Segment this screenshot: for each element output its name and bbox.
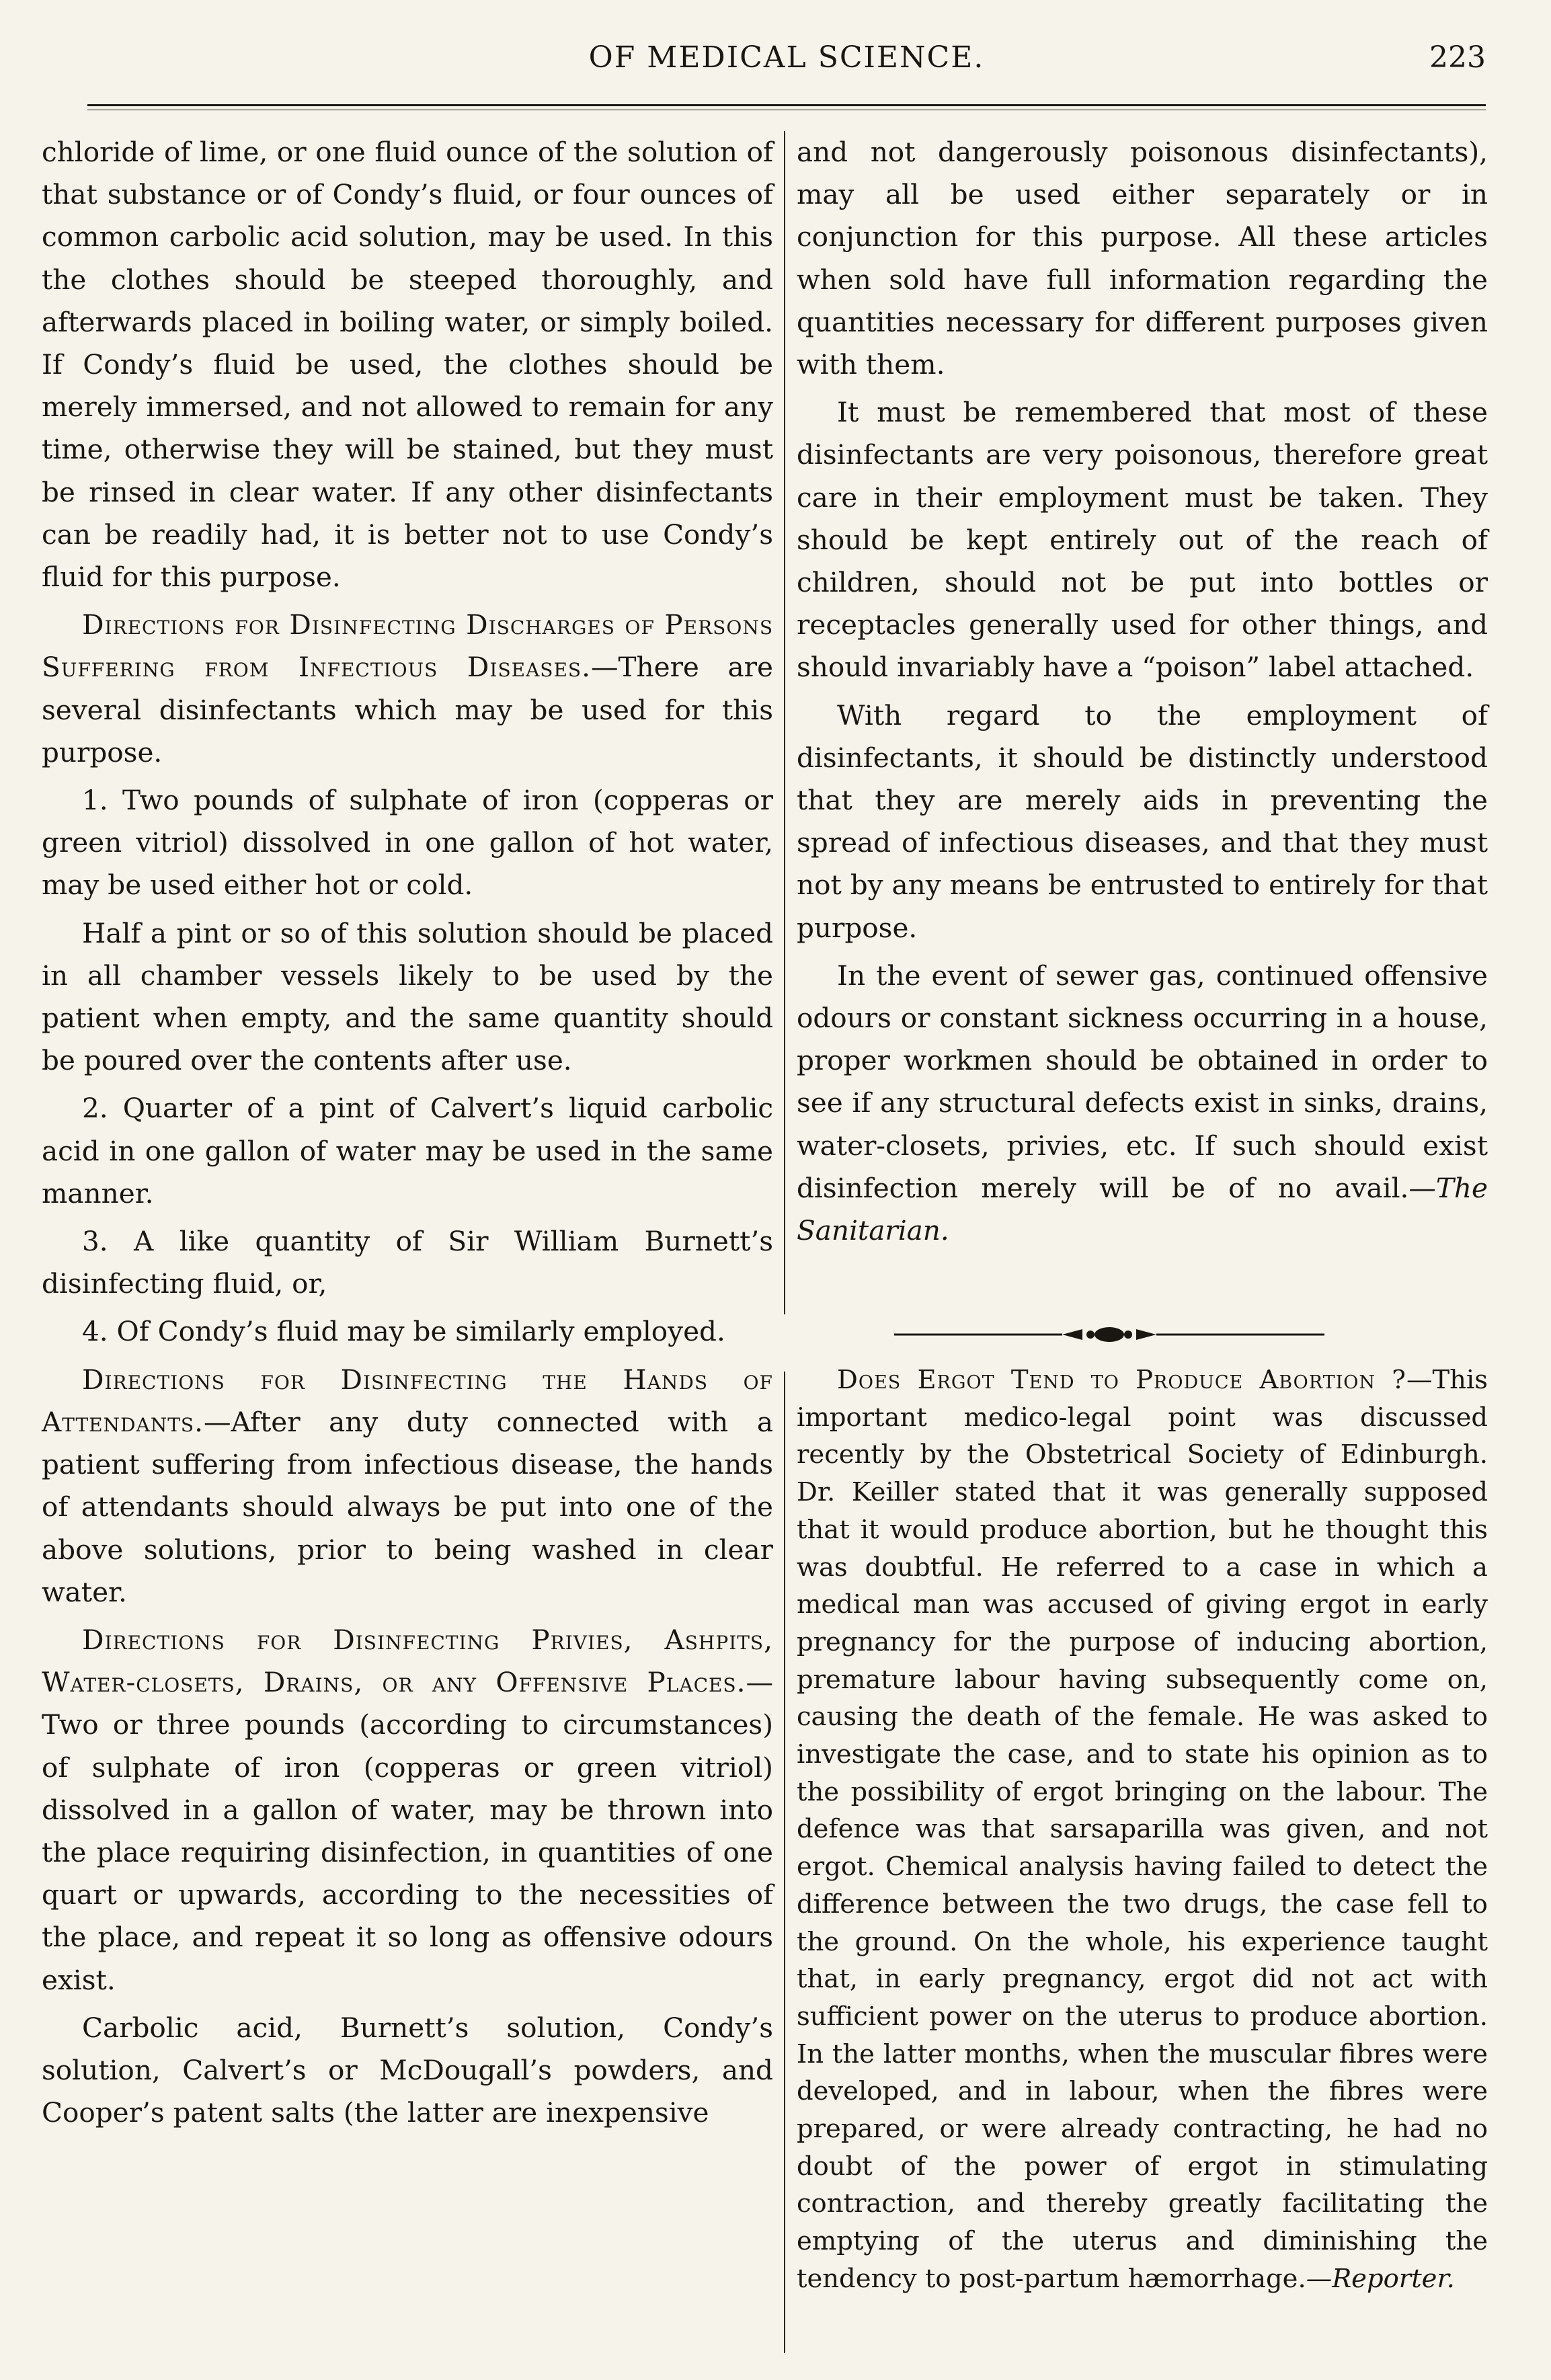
section-text-discharges: —There are several disinfectants which may be used for this purpose. xyxy=(42,651,773,768)
section-text-hands: —After any duty connected with a patient suffering from infectious disease, the hands of attendants should always be put into one of the above solutions, prior to being washed in clear water. xyxy=(42,1405,773,1608)
paragraph-disinfectants: and not dangerously poisonous disinfectants), may all be used either separately or in conjunction for this purpose. All these articles when sold have full information regarding the quantities necessary for different purposes given with them. xyxy=(797,136,1488,381)
list-item-2: 2. Quarter of a pint of Calvert’s liquid carbolic acid in one gallon of water may be used in the same manner. xyxy=(42,1092,773,1209)
source-sanitarian: —The Sanitarian. xyxy=(797,1171,1488,1247)
ergot-paragraph xyxy=(797,1361,1488,2298)
list-item-3: 3. A like quantity of Sir William Burnett’s disinfecting fluid, or, xyxy=(42,1225,773,1300)
page-number: 223 xyxy=(1429,40,1486,75)
ergot-text: —This important medico-legal point was discussed recently by the Obstetrical Society of Edinburgh. Dr. Keiller stated that it was generally supposed that it would produce abortion, but he thought this was doubtful. He referred to a case in which a medical man was accused of giving ergot in early pregnancy for the purpose of inducing abortion, premature labour having subsequently come on, causing the death of the female. He was asked to investigate the case, and to state his opinion as to the possibility of ergot bringing on the labour. The defence was that sarsaparilla was given, and not ergot. Chemical analysis having failed to detect the difference between the two drugs, the case fell to the ground. On the whole, his experience taught that, in early pregnancy, ergot did not act with sufficient power on the uterus to produce abortion. In the latter months, when the muscular fibres were developed, and in labour, when the fibres were prepared, or were already contracting, he had no doubt of the power of ergot in stimulating contraction, and thereby greatly facilitating the emptying of the uterus and diminishing the tendency to post-partum hæmorrhage. xyxy=(797,1365,1488,2294)
source-reporter: —Reporter. xyxy=(1306,2263,1455,2294)
header-rule xyxy=(87,104,1486,110)
column-divider-lower xyxy=(784,1372,785,2353)
left-column xyxy=(42,131,773,2134)
section-discharges xyxy=(42,604,773,774)
right-column xyxy=(797,131,1488,1252)
paragraph-clothes: chloride of lime, or one fluid ounce of the solution of that substance or of Condy’s fluid, or four ounces of common carbolic acid solution, may be used. In this the clothes should be steeped thoroughly, and afterwards placed in boiling water, or simply boiled. If Condy’s fluid be used, the clothes should be merely immersed, and not allowed to remain for any time, otherwise they will be stained, but they must be rinsed in clear water. If any other disinfectants can be readily had, it is better not to use Condy’s fluid for this purpose. xyxy=(42,136,773,594)
paragraph-aids: With regard to the employment of disinfectants, it should be distinctly understood that they are merely aids in preventing the spread of infectious diseases, and that they must not by any means be entrusted to entirely for that purpose. xyxy=(797,699,1488,944)
running-head: OF MEDICAL SCIENCE. xyxy=(588,40,985,75)
article-ergot xyxy=(797,1361,1488,2298)
list-item-4: 4. Of Condy’s fluid may be similarly employed. xyxy=(82,1315,725,1348)
section-text-privies: —Two or three pounds (according to circumstances) of sulphate of iron (copperas or green vitriol) dissolved in a gallon of water, may be thrown into the place requiring disinfection, in quantities of one quart or upwards, according to the necessities of the place, and repeat it so long as offensive odours exist. xyxy=(42,1666,773,1996)
ergot-title: Does Ergot Tend to Produce Abortion ? xyxy=(837,1365,1406,1395)
section-hands xyxy=(42,1359,773,1614)
list-item-1: 1. Two pounds of sulphate of iron (copperas or green vitriol) dissolved in one gallon of hot water, may be used either hot or cold. xyxy=(42,784,773,902)
section-heading-discharges: Directions for Disinfecting Discharges of Persons Suffering from Infectious Diseases. xyxy=(42,608,773,684)
paragraph-half-pint: Half a pint or so of this solution should be placed in all chamber vessels likely to be used by the patient when empty, and the same quantity should be poured over the contents after use. xyxy=(42,916,773,1077)
section-heading-hands: Directions for Disinfecting the Hands of Attendants. xyxy=(42,1363,773,1438)
paragraph-poisonous: It must be remembered that most of these disinfectants are very poisonous, therefore great care in their employment must be taken. They should be kept entirely out of the reach of children, should not be put into bottles or receptacles generally used for other things, and should invariably have a “poison” label attached. xyxy=(797,396,1488,684)
paragraph-carbolic: Carbolic acid, Burnett’s solution, Condy’s solution, Calvert’s or McDougall’s powders, and Cooper’s patent salts (the latter are inexpensive xyxy=(42,2011,773,2129)
section-heading-privies: Directions for Disinfecting Privies, Ashpits, Water-closets, Drains, or any Offensive Places. xyxy=(42,1623,773,1699)
sewer-gas-text: In the event of sewer gas, continued offensive odours or constant sickness occurring in a house, proper workmen should be obtained in order to see if any structural defects exist in sinks, drains, water-closets, privies, etc. If such should exist disinfection merely will be of no avail. xyxy=(797,959,1488,1204)
section-privies xyxy=(42,1619,773,2001)
column-divider xyxy=(784,131,785,1314)
paragraph-sewer-gas xyxy=(797,955,1488,1252)
ornament-divider xyxy=(894,1324,1324,1345)
page-header xyxy=(87,40,1486,94)
